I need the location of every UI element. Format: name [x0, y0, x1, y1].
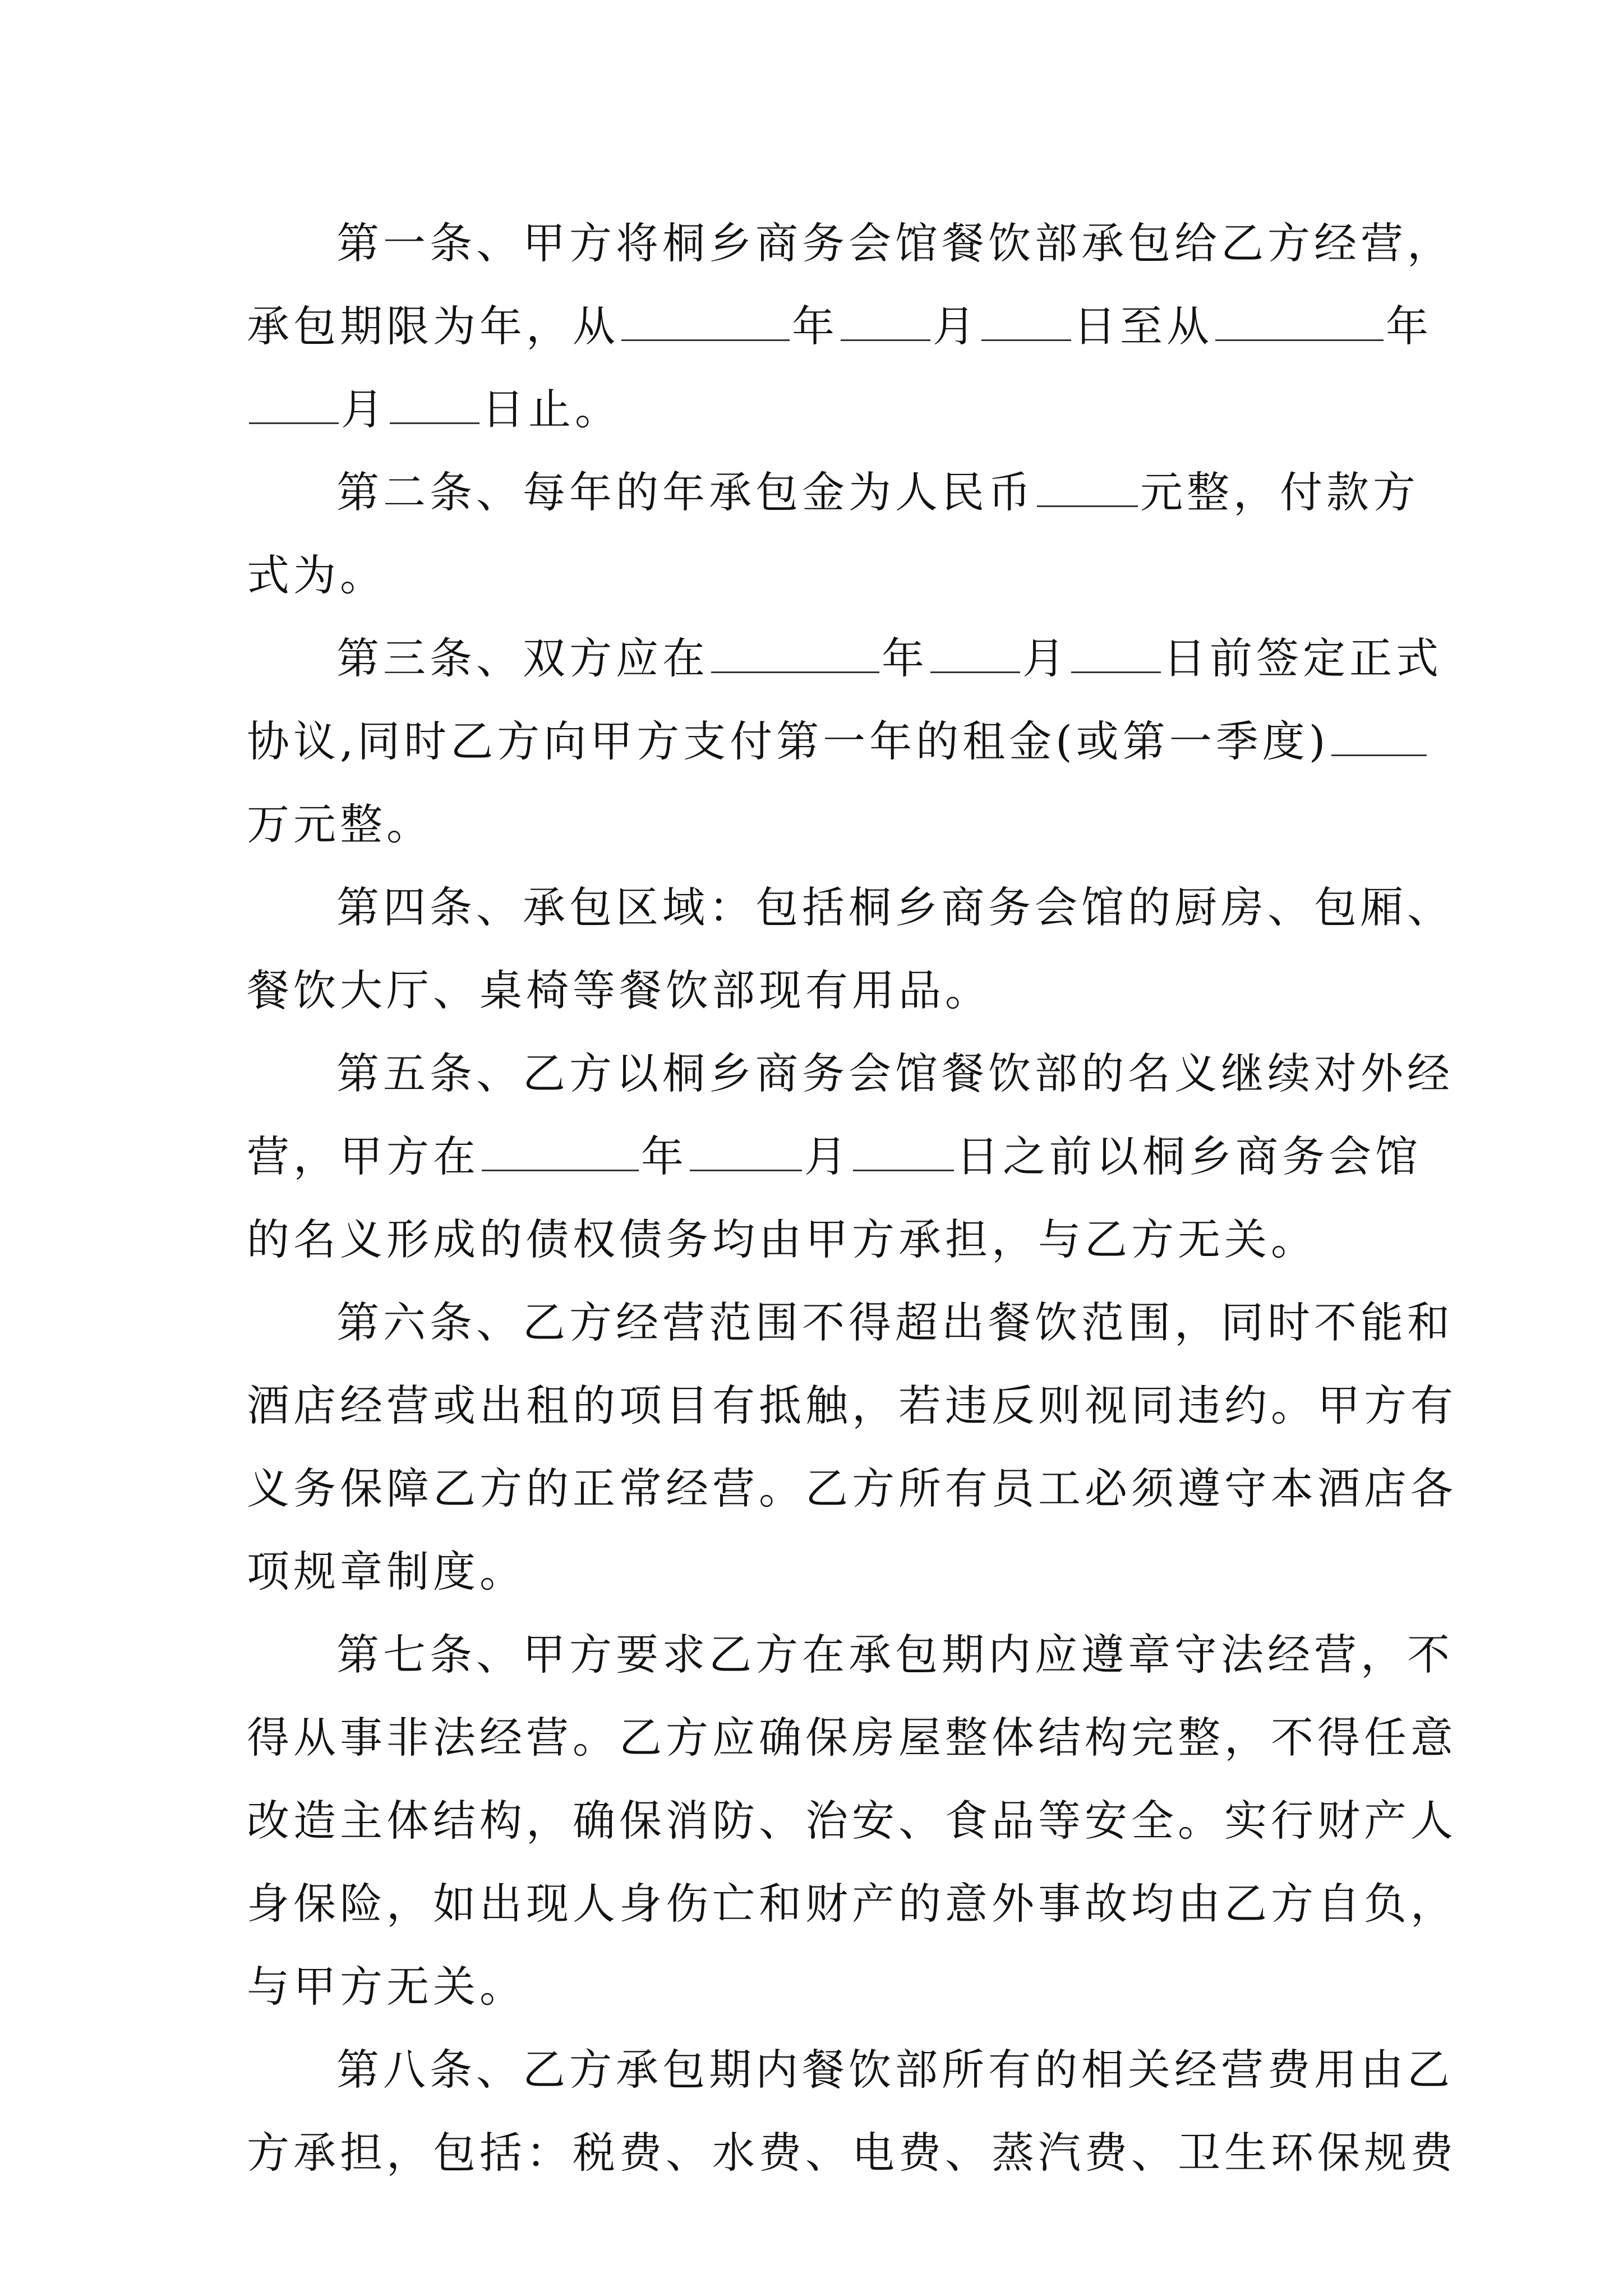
text-segment: 年: [641, 1131, 688, 1181]
clause-7-line-3: 改造主体结构，确保消防、治安、食品等安全。实行财产人: [247, 1796, 1457, 1846]
text-segment: 日至从: [1073, 301, 1213, 351]
fill-blank[interactable]: [1215, 300, 1384, 341]
text-segment: 承包期限为年，从: [247, 301, 619, 351]
fill-blank[interactable]: [1331, 715, 1427, 756]
clause-1-line-3: [247, 368, 1391, 451]
clause-6-line-4: 项规章制度。: [247, 1547, 526, 1596]
clause-1: [247, 202, 1454, 451]
clause-8-line-1: 第八条、乙方承包期内餐饮部所有的相关经营费用由乙: [336, 2045, 1454, 2095]
clause-1-line-2: [247, 285, 1432, 368]
clause-5: [247, 1032, 1454, 1281]
clause-6: [247, 1281, 1457, 1613]
fill-blank[interactable]: [482, 1130, 639, 1171]
clause-3-line-3: 万元整。: [247, 799, 433, 849]
clause-4-line-1: 第四条、承包区域：包括桐乡商务会馆的厨房、包厢、: [336, 882, 1454, 932]
text-segment: 月: [341, 384, 388, 434]
clause-5-line-3: 的名义形成的债权债务均由甲方承担，与乙方无关。: [247, 1214, 1317, 1264]
text-segment: 月: [804, 1131, 851, 1181]
text-segment: 协议,同时乙方向甲方支付第一年的租金(或第一季度): [247, 716, 1330, 766]
text-segment: 营，甲方在: [247, 1131, 479, 1181]
clause-1-line-1: 第一条、甲方将桐乡商务会馆餐饮部承包给乙方经营，: [336, 218, 1454, 268]
fill-blank[interactable]: [249, 383, 339, 424]
clause-3: [247, 617, 1442, 866]
clause-6-line-1: 第六条、乙方经营范围不得超出餐饮范围，同时不能和: [336, 1297, 1454, 1347]
clause-3-line-1: [247, 617, 1442, 700]
text-segment: 日止。: [482, 384, 621, 434]
fill-blank[interactable]: [621, 300, 790, 341]
clause-7-line-5: 与甲方无关。: [247, 1962, 526, 2012]
fill-blank[interactable]: [390, 383, 479, 424]
text-segment: 年: [792, 301, 838, 351]
clause-5-line-2: [247, 1115, 1422, 1198]
clause-6-line-3: 义务保障乙方的正常经营。乙方所有员工必须遵守本酒店各: [247, 1464, 1457, 1513]
clause-7: [247, 1613, 1457, 2028]
contract-page: [247, 202, 1457, 2194]
clause-7-line-2: 得从事非法经营。乙方应确保房屋整体结构完整，不得任意: [247, 1713, 1457, 1763]
fill-blank[interactable]: [853, 1130, 954, 1171]
clause-6-line-2: 酒店经营或出租的项目有抵触，若违反则视同违约。甲方有: [247, 1381, 1457, 1430]
text-segment: 月: [933, 301, 979, 351]
clause-2-line-2: 式为。: [247, 550, 386, 600]
text-segment: 月: [1022, 633, 1069, 683]
clause-7-line-1: 第七条、甲方要求乙方在承包期内应遵章守法经营，不: [336, 1630, 1454, 1680]
fill-blank[interactable]: [841, 300, 930, 341]
clause-3-line-2: [247, 700, 1391, 783]
clause-8-line-2: 方承担，包括：税费、水费、电费、蒸汽费、卫生环保规费: [247, 2128, 1457, 2178]
clause-7-line-4: 身保险，如出现人身伤亡和财产的意外事故均由乙方自负，: [247, 1879, 1457, 1929]
fill-blank[interactable]: [1071, 632, 1161, 673]
text-segment: 第三条、双方应在: [336, 633, 709, 683]
clause-4: [247, 866, 1454, 1032]
fill-blank[interactable]: [1037, 466, 1138, 507]
text-segment: 元整，付款方: [1140, 467, 1419, 517]
fill-blank[interactable]: [711, 632, 879, 673]
fill-blank[interactable]: [930, 632, 1020, 673]
text-segment: 第二条、每年的年承包金为人民币: [336, 467, 1035, 517]
text-segment: 日之前以桐乡商务会馆: [956, 1131, 1422, 1181]
clause-2-line-1: [247, 451, 1419, 534]
fill-blank[interactable]: [981, 300, 1071, 341]
clause-5-line-1: 第五条、乙方以桐乡商务会馆餐饮部的名义继续对外经: [336, 1048, 1454, 1098]
fill-blank[interactable]: [690, 1130, 802, 1171]
clause-4-line-2: 餐饮大厅、桌椅等餐饮部现有用品。: [247, 965, 992, 1015]
clause-2: [247, 451, 1419, 617]
clause-8: [247, 2028, 1457, 2194]
text-segment: 日前签定正式: [1163, 633, 1442, 683]
text-segment: 年: [882, 633, 928, 683]
text-segment: 年: [1386, 301, 1432, 351]
